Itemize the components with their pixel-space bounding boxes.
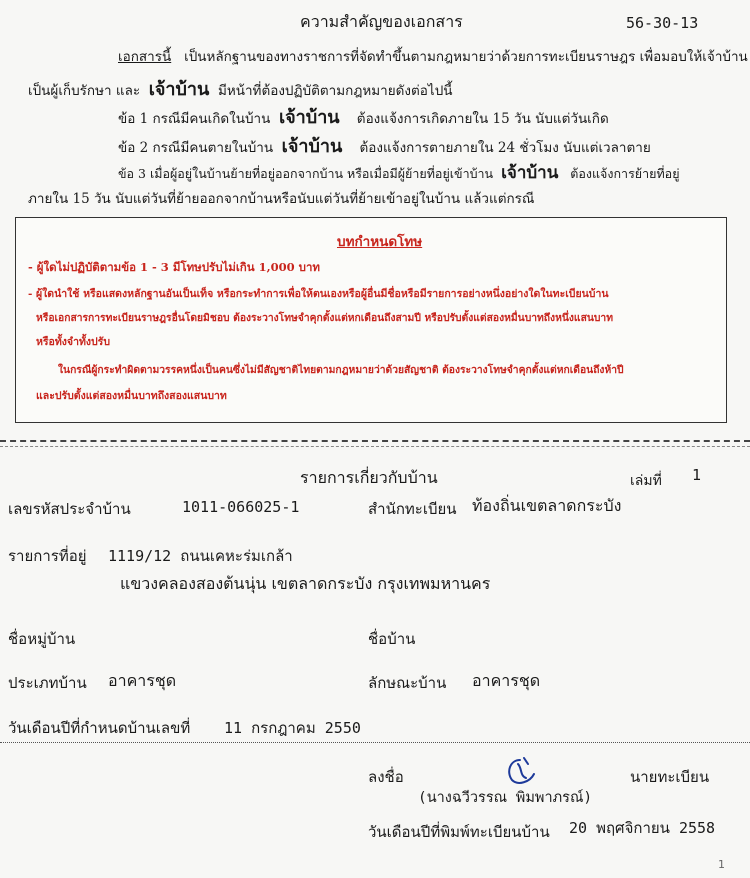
print-date-value: 20 พฤศจิกายน 2558 <box>569 819 716 837</box>
signature-mark <box>500 754 540 788</box>
house-section-title: รายการเกี่ยวกับบ้าน <box>300 468 438 487</box>
address-line-1: 1119/12 ถนนเคหะร่มเกล้า <box>108 547 293 565</box>
form-code: 56-30-13 <box>626 14 699 32</box>
penalty-line-3: หรือเอกสารการทะเบียนราษฎรอื่นโดยมิชอบ ต้องระวางโทษจำคุกตั้งแต่หกเดือนถึงสามปี หรือปรับตั้งแต่สองหมื่นบาทถึงหนึ่งแสนบาท <box>36 312 613 324</box>
section-divider <box>0 742 750 745</box>
intro-text-1: เป็นหลักฐานของทางราชการที่จัดทำขึ้นตามกฎหมายว่าด้วยการทะเบียนราษฎร เพื่อมอบให้เจ้าบ้าน <box>184 49 748 65</box>
house-number-date-label: วันเดือนปีที่กำหนดบ้านเลขที่ <box>8 719 191 737</box>
tear-line-secondary <box>0 446 750 449</box>
house-type-label: ประเภทบ้าน <box>8 674 87 692</box>
rule-3-detail: ต้องแจ้งการย้ายที่อยู่ <box>570 166 680 181</box>
rule-3 <box>118 159 680 186</box>
rule-2-detail: ต้องแจ้งการตายภายใน 24 ชั่วโมง นับแต่เวลาตาย <box>359 140 651 156</box>
intro-house-owner: เจ้าบ้าน <box>148 79 210 100</box>
volume-value: 1 <box>692 466 702 484</box>
address-label: รายการที่อยู่ <box>8 547 87 565</box>
house-character-value: อาคารชุด <box>472 671 541 690</box>
rule-3-continued: ภายใน 15 วัน นับแต่วันที่ย้ายออกจากบ้านหรือนับแต่วันที่ย้ายเข้าอยู่ในบ้าน แล้วแต่กรณี <box>28 191 535 207</box>
rule-3-owner: เจ้าบ้าน <box>501 163 559 183</box>
intro-line-2 <box>28 74 453 103</box>
penalty-line-4: หรือทั้งจำทั้งปรับ <box>36 336 110 348</box>
intro-doc-label: เอกสารนี้ <box>118 49 172 65</box>
village-label: ชื่อหมู่บ้าน <box>8 630 76 648</box>
rule-1-detail: ต้องแจ้งการเกิดภายใน 15 วัน นับแต่วันเกิด <box>356 111 609 127</box>
penalty-title: บทกำหนดโทษ <box>337 234 423 250</box>
rule-2-text: ข้อ 2 กรณีมีคนตายในบ้าน <box>118 140 274 156</box>
house-code-value: 1011-066025-1 <box>182 498 300 516</box>
house-code-label: เลขรหัสประจำบ้าน <box>8 500 131 518</box>
volume-label: เล่มที่ <box>630 473 662 489</box>
house-number-date-value: 11 กรกฎาคม 2550 <box>224 719 361 737</box>
intro-line-1 <box>118 45 748 67</box>
intro-text-2: เป็นผู้เก็บรักษา และ <box>28 83 141 99</box>
penalty-line-2: - ผู้ใดนำใช้ หรือแสดงหลักฐานอันเป็นเท็จ หรือกระทำการเพื่อให้ตนเองหรือผู้อื่นมีชื่อหรือมีรายการอย่างหนึ่งอย่างใดในทะเบียนบ้าน <box>28 288 609 300</box>
penalty-line-5: ในกรณีผู้กระทำผิดตามวรรคหนึ่งเป็นคนซึ่งไม่มีสัญชาติไทยตามกฎหมายว่าด้วยสัญชาติ ต้องระวางโทษจำคุกตั้งแต่หกเดือนถึงห้าปี <box>58 364 624 376</box>
registrar-name: (นางฉวีวรรณ พิมพาภรณ์) <box>418 790 593 806</box>
house-type-value: อาคารชุด <box>108 671 177 690</box>
address-line-2: แขวงคลองสองต้นนุ่น เขตลาดกระบัง กรุงเทพมหานคร <box>120 574 491 593</box>
rule-2 <box>118 131 651 160</box>
registry-office-label: สำนักทะเบียน <box>368 500 457 518</box>
rule-1-owner: เจ้าบ้าน <box>278 107 340 128</box>
penalty-line-6: และปรับตั้งแต่สองหมื่นบาทถึงสองแสนบาท <box>36 390 227 402</box>
penalty-line-1: - ผู้ใดไม่ปฏิบัติตามข้อ 1 - 3 มีโทษปรับไม่เกิน 1,000 บาท <box>28 260 320 274</box>
sign-label: ลงชื่อ <box>368 768 404 786</box>
print-date-label: วันเดือนปีที่พิมพ์ทะเบียนบ้าน <box>368 823 550 841</box>
registrar-title: นายทะเบียน <box>630 768 710 786</box>
rule-2-owner: เจ้าบ้าน <box>281 136 343 157</box>
house-name-label: ชื่อบ้าน <box>368 630 416 648</box>
rule-1-text: ข้อ 1 กรณีมีคนเกิดในบ้าน <box>118 111 271 127</box>
house-character-label: ลักษณะบ้าน <box>368 674 447 692</box>
page-number: 1 <box>718 858 725 871</box>
document-importance-title: ความสำคัญของเอกสาร <box>300 12 463 31</box>
rule-3-text: ข้อ 3 เมื่อผู้อยู่ในบ้านย้ายที่อยู่ออกจากบ้าน หรือเมื่อมีผู้ย้ายที่อยู่เข้าบ้าน <box>118 166 494 181</box>
intro-text-3: มีหน้าที่ต้องปฏิบัติตามกฎหมายดังต่อไปนี้ <box>217 83 453 99</box>
rule-1 <box>118 102 609 131</box>
registry-office-value: ท้องถิ่นเขตลาดกระบัง <box>472 496 622 515</box>
